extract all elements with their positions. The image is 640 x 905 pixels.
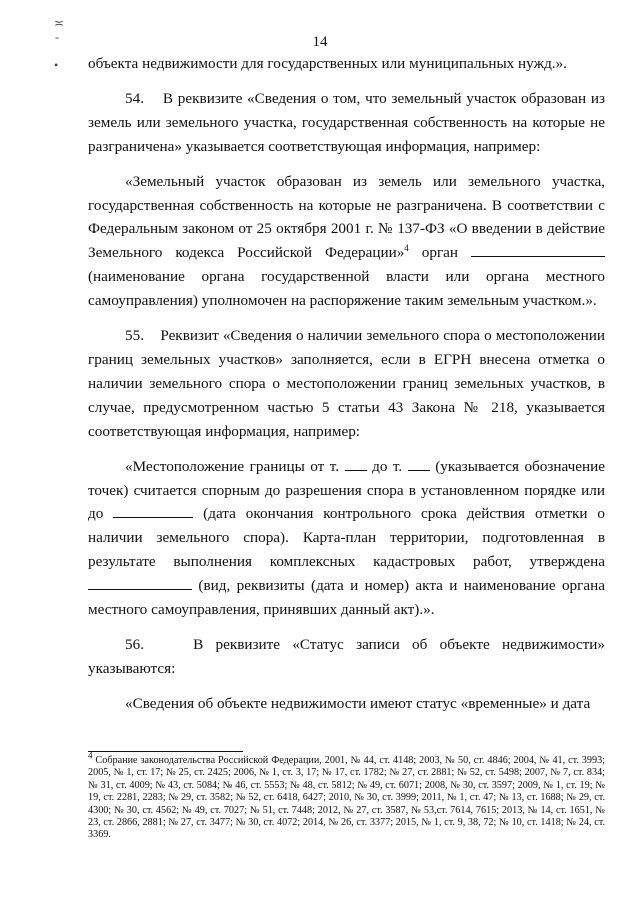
paragraph-54: 54. В реквизите «Сведения о том, что земельный участок образован из земель или земельного участка, государственная собственность на которые не разграничена» указывается соответствующая информация, например: <box>88 89 605 155</box>
blank-line <box>113 505 193 518</box>
example-text: «Земельный участок образован из земель или земельного участка, государственная собственность на которые не разграничена. В соответствии с Федеральным законом от 25 октября 2001 г. № 137-ФЗ «О введении в действие Земельного кодекса Российской Федерации» <box>88 172 605 262</box>
example-text: (дата окончания контрольного срока действия отметки о наличии земельного спора). Карта-план территории, подготовленная в результате выполнения комплексных кадастровых работ, утверждена <box>88 505 605 571</box>
blank-line <box>345 458 367 471</box>
margin-mark: • <box>54 58 59 72</box>
example-text: (вид, реквизиты (дата и номер) акта и наименование органа местного самоуправления, принявших данный акт).». <box>88 577 605 619</box>
margin-mark: - <box>55 30 59 44</box>
paragraph-55: 55. Реквизит «Сведения о наличии земельного спора о местоположении границ земельных участков» заполняется, если в ЕГРН внесена отметка о наличии земельного спора о местоположении границ земельных участков, в случае, предусмотренном частью 5 статьи 43 Закона № 218, указывается соответствующая информация, например: <box>88 327 605 440</box>
footnote <box>88 750 605 842</box>
example-text: (наименование органа государственной власти или органа местного самоуправления) уполномочен на распоряжение таким земельным участком.». <box>88 268 605 310</box>
example-text: (указывается обозначение точек) считается спорным до разрешения спора в установленном порядке или до <box>88 457 605 523</box>
paragraph-continuation: объекта недвижимости для государственных или муниципальных нужд.». <box>88 55 567 72</box>
blank-line <box>88 577 192 590</box>
paragraph-example-54 <box>88 170 605 313</box>
paragraph-example-55 <box>88 455 605 622</box>
document-body <box>88 52 605 716</box>
example-text: до т. <box>366 457 408 475</box>
example-text: орган <box>408 244 471 262</box>
blank-line <box>408 458 430 471</box>
footnote-marker: 4 <box>88 750 93 761</box>
footnote-text: Собрание законодательства Российской Федерации, 2001, № 44, ст. 4148; 2003, № 50, ст. 4846; 2004, № 41, ст. 3993; 2005, № 1, ст. 17; № 25, ст. 2425; 2006, № 1, ст. 3, 17; № 17, ст. 1782; № 27, ст. 2881; № 52, ст. 5498; 2007, № 7, ст. 834; № 31, ст. 4009; № 43, ст. 5084; № 46, ст. 5553; № 48, ст. 5812; № 49, ст. 6071; 2008, № 30, ст. 3597; 2009, № 1, ст. 19; № 19, ст. 2281, 2283; № 29, ст. 3582; № 52, ст. 6418, 6427; 2010, № 30, ст. 3999; 2011, № 1, ст. 47; № 13, ст. 1688; № 29, ст. 4300; № 30, ст. 4562; № 49, ст. 7027; № 51, ст. 7448; 2012, № 27, ст. 3587, № 53,ст. 7614, 7615; 2013, № 14, ст. 1651, № 23, ст. 2866, 2881; № 27, ст. 3477; № 30, ст. 4072; 2014, № 26, ст. 3377; 2015, № 1, ст. 9, 38, 72; № 10, ст. 1418; № 24, ст. 3369. <box>88 755 605 841</box>
paragraph-56: 56. В реквизите «Статус записи об объекте недвижимости» указываются: <box>88 635 605 677</box>
blank-line <box>471 244 605 257</box>
footnote-separator <box>88 751 243 752</box>
paragraph-example-56: «Сведения об объекте недвижимости имеют статус «временные» и дата <box>125 694 591 712</box>
footnote-reference: 4 <box>404 243 409 254</box>
example-text: «Местоположение границы от т. <box>125 457 345 475</box>
margin-mark: ≍ <box>54 16 65 30</box>
page-number: 14 <box>312 34 328 50</box>
